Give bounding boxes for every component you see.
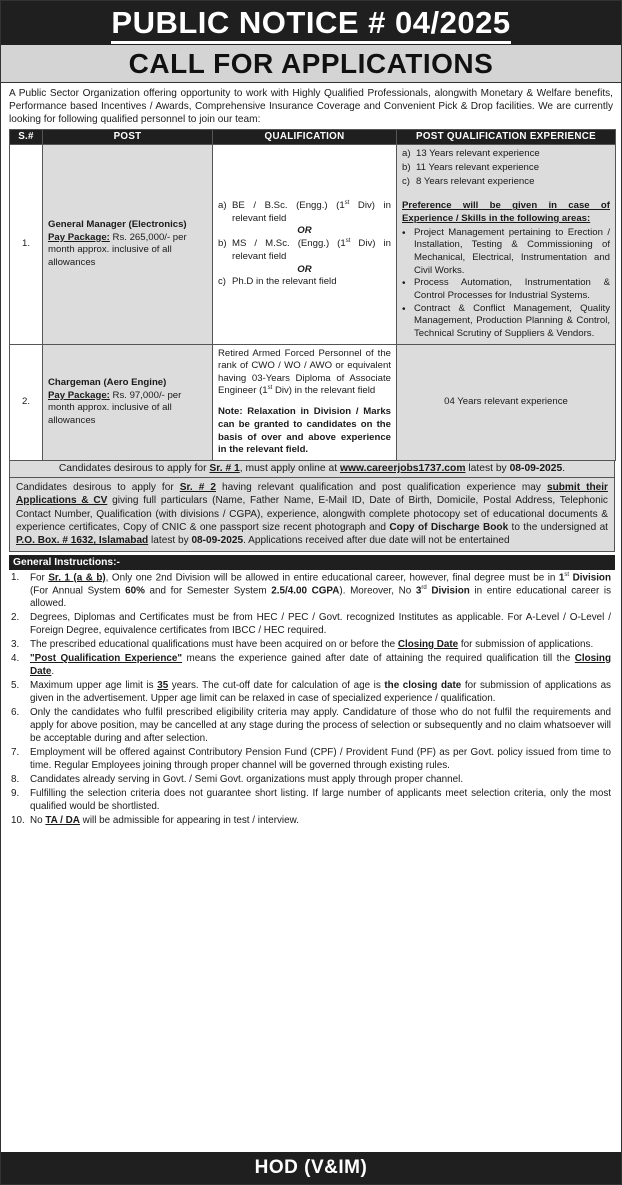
- signatory-footer: HOD (V&IM): [1, 1152, 621, 1184]
- qualification-cell: [213, 145, 397, 344]
- list-item: • Contract & Conflict Management, Quality Management, Production Planning & Control, Technical Scrutiny of Suppliers & Vendors.: [402, 302, 610, 339]
- bullet-icon: •: [402, 227, 406, 239]
- notice-subtitle: CALL FOR APPLICATIONS: [1, 45, 621, 83]
- notice-title-bar: [1, 1, 621, 45]
- qualification-item: a) BE / B.Sc. (Engg.) (1st Div) in relevant field: [218, 199, 392, 224]
- qualification-text: Retired Armed Forced Personnel of the rank of CWO / WO / AWO or equivalent having 03-Years Diploma of Associate Engineer (1st Div) in the relevant field: [218, 347, 391, 397]
- list-item: 9. Fulfilling the selection criteria does not guarantee short listing. If large number of applicants meet selection criteria, only the most qualified would be shortlisted.: [11, 787, 611, 812]
- bullet-icon: •: [402, 278, 406, 290]
- list-item: 7. Employment will be offered against Contributory Pension Fund (CPF) / Provident Fund (PF) as per Govt. policy issued from time to time. Regular Employees joining through proper channel will be governed through existing rules.: [11, 746, 611, 771]
- row-serial: 1.: [10, 145, 43, 344]
- qualification-item: c) Ph.D in the relevant field: [218, 276, 337, 288]
- or-separator: OR: [297, 225, 312, 237]
- notice-title: PUBLIC NOTICE # 04/2025: [111, 5, 510, 44]
- col-header-qualification: QUALIFICATION: [213, 130, 397, 145]
- preference-list: [402, 227, 610, 341]
- pay-label: Pay Package:: [48, 231, 110, 243]
- list-item: 5. Maximum upper age limit is 35 years. The cut-off date for calculation of age is the closing date for submission of applications as given in the advertisement. Upper age limit can be relaxed in case of specialized experience / qualification.: [11, 679, 611, 704]
- relaxation-note: Note: Relaxation in Division / Marks can be granted to candidates on the basis of over and above experience in the relevant field.: [218, 406, 391, 456]
- list-item: 6. Only the candidates who fulfil prescribed eligibility criteria may apply. Candidature of those who do not fulfil the requirements and apply for above position, may be cancelled at any stage during the process of selection or subsequently and no claim whatsoever will be acceptable during and after selection.: [11, 706, 611, 744]
- pay-text: Rs. 97,000/- per month approx. inclusive of all allowances: [48, 389, 182, 426]
- apply-online-notice: Candidates desirous to apply for Sr. # 1, must apply online at www.careerjobs1737.com latest by 08-09-2025.: [9, 461, 615, 478]
- pay-package: [48, 390, 207, 428]
- general-instructions-heading: General Instructions:-: [9, 555, 615, 570]
- list-item: 1. For Sr. 1 (a & b), Only one 2nd Division will be allowed in entire educational career, however, final degree must be in 1st Division (For Annual System 60% and for Semester System 2.5/4.00 CGPA). Moreover, No 3rd Division in entire educational career is allowed.: [11, 571, 612, 610]
- post-cell: [43, 344, 213, 460]
- experience-item: a) 13 Years relevant experience: [402, 148, 540, 160]
- experience-cell: [397, 145, 616, 344]
- bullet-icon: •: [402, 303, 406, 315]
- pay-package: [48, 232, 207, 270]
- list-item: 3. The prescribed educational qualifications must have been acquired on or before the Closing Date for submission of applications.: [11, 638, 594, 650]
- col-header-post: POST: [43, 130, 213, 145]
- preference-heading: Preference will be given in case of Experience / Skills in the following areas:: [402, 200, 610, 224]
- intro-paragraph: A Public Sector Organization offering opportunity to work with Highly Qualified Professionals, alongwith Monetary & Welfare benefits, Performance based Incentives / Awards, Comprehensive Insurance Coverage and Convenient Pick & Drop facilities. We are currently looking for following qualified personnel to join our team:: [9, 88, 613, 126]
- experience-list: [402, 148, 610, 188]
- list-item: • Project Management pertaining to Erection / Installation, Testing & Commissioning of Mechanical, Electrical, Instrumentation and Civil Works.: [402, 226, 610, 276]
- pay-label: Pay Package:: [48, 389, 110, 401]
- col-header-experience: POST QUALIFICATION EXPERIENCE: [397, 130, 616, 145]
- experience-cell: 04 Years relevant experience: [397, 344, 616, 460]
- pay-text: Rs. 265,000/- per month approx. inclusive of all allowances: [48, 231, 187, 269]
- experience-item: c) 8 Years relevant experience: [402, 175, 535, 187]
- list-item: • Process Automation, Instrumentation & Control Processes for Industrial Systems.: [402, 277, 610, 301]
- col-header-sn: S.#: [10, 130, 43, 145]
- qualification-cell: [213, 344, 397, 460]
- table-row: [10, 145, 616, 344]
- general-instructions-list: [11, 572, 611, 828]
- qualification-item: b) MS / M.Sc. (Engg.) (1st Div) in relevant field: [218, 238, 391, 262]
- experience-item: b) 11 Years relevant experience: [402, 161, 540, 173]
- table-row: [10, 344, 616, 460]
- or-separator: OR: [297, 263, 312, 275]
- careers-website-link[interactable]: www.careerjobs1737.com: [339, 462, 466, 474]
- row-serial: 2.: [10, 344, 43, 460]
- list-item: 2. Degrees, Diplomas and Certificates must be from HEC / PEC / Govt. recognized Institutes as applicable. For A-Level / O-Level / Foreign Degree, equivalence certificates from IBCC / HEC required.: [11, 612, 611, 636]
- table-header-row: [10, 130, 616, 145]
- positions-table: [9, 129, 616, 461]
- post-cell: [43, 145, 213, 344]
- list-item: 8. Candidates already serving in Govt. / Semi Govt. organizations must apply through proper channel.: [11, 773, 464, 785]
- list-item: 10. No TA / DA will be admissible for appearing in test / interview.: [11, 814, 299, 826]
- apply-by-post-notice: Candidates desirous to apply for Sr. # 2 having relevant qualification and post qualification experience may submit their Applications & CV giving full particulars (Name, Father Name, E-Mail ID, Date of Birth, Domicile, Postal Address, Telephonic Contact Number, Qualification (with divisions / CGPA), experience, alongwith complete photocopy set of educational documents & experience certificates, Copy of CNIC & one passport size recent photograph and Copy of Discharge Book to the undersigned at P.O. Box. # 1632, Islamabad latest by 08-09-2025. Applications received after due date will not be entertained: [9, 478, 615, 552]
- post-title: Chargeman (Aero Engine): [48, 376, 167, 388]
- list-item: 4. "Post Qualification Experience" means the experience gained after date of attaining the required qualification till the Closing Date.: [11, 652, 611, 677]
- post-title: General Manager (Electronics): [48, 219, 187, 231]
